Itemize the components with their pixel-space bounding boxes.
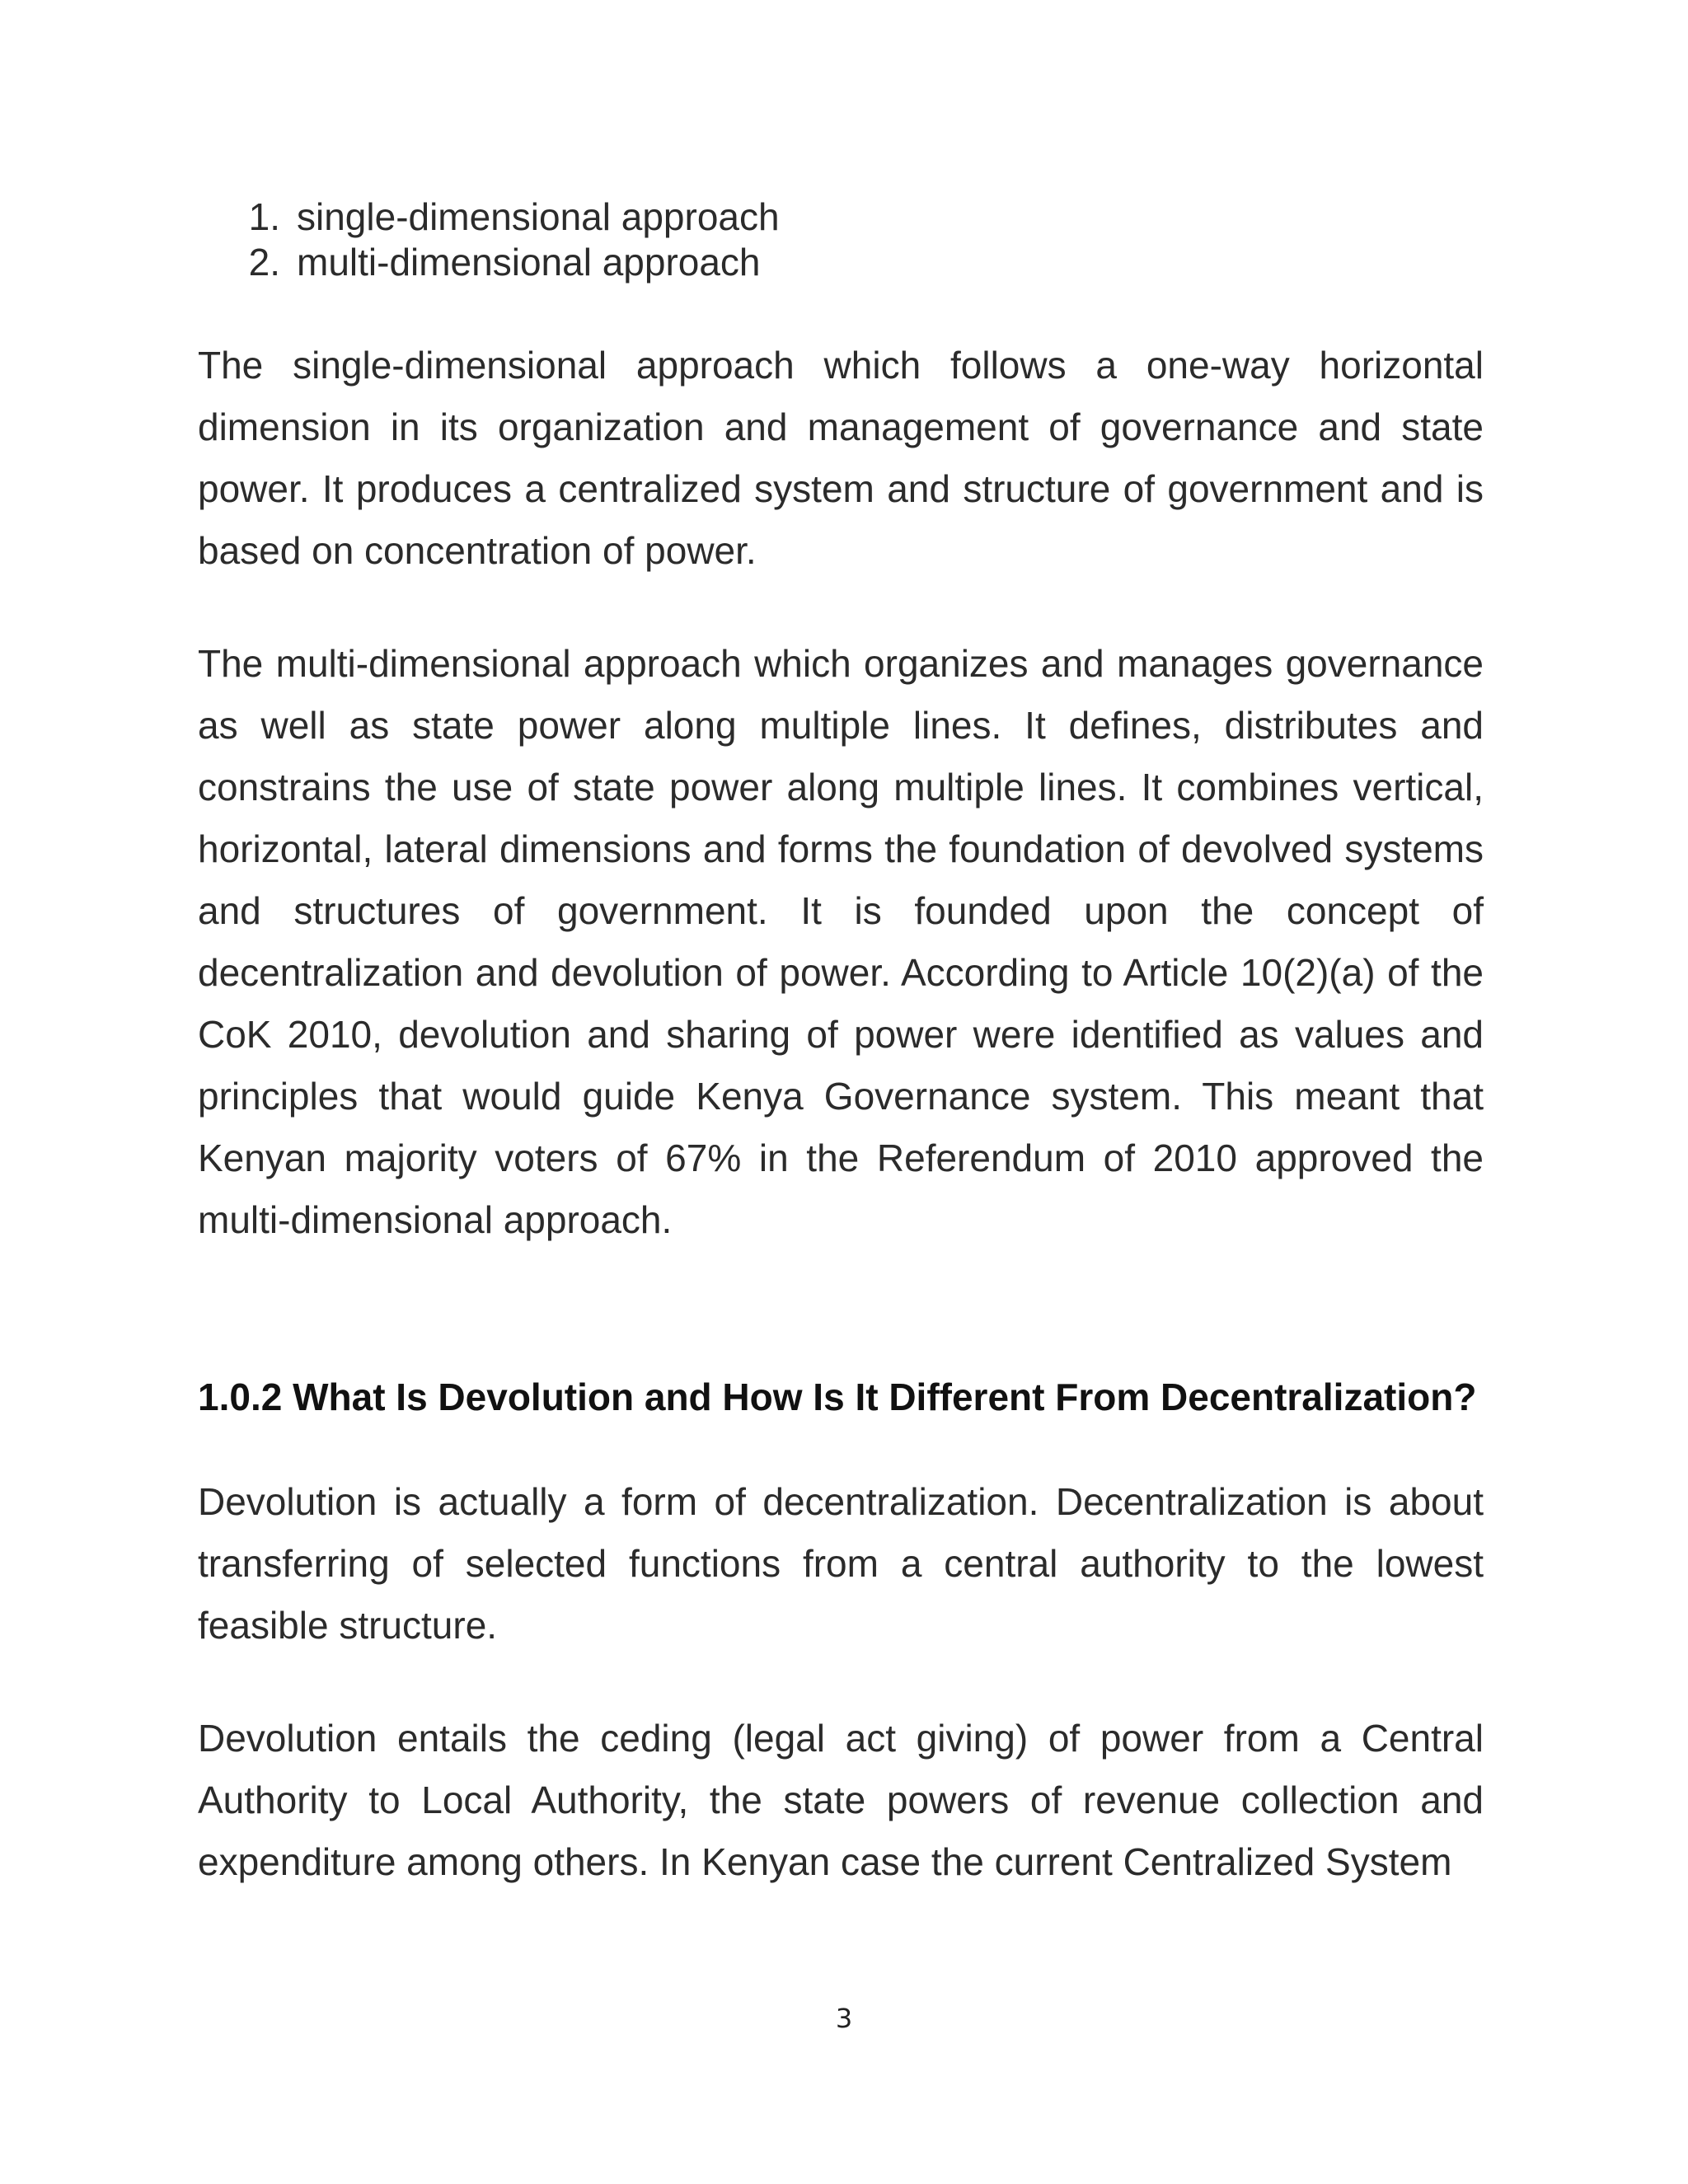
list-item [198, 194, 1484, 240]
list-item [198, 240, 1484, 285]
paragraph-devolution-ceding: Devolution entails the ceding (legal act giving) of power from a Central Authority to Local Authority, the state powers of revenue collection and expenditure among others. In Kenyan case the current Centralized System [198, 1717, 1484, 1883]
list-item-text: single-dimensional approach [297, 195, 780, 238]
list-item-number: 1. [248, 195, 280, 238]
list-item-number: 2. [248, 241, 280, 284]
approaches-list [198, 194, 1484, 285]
section-heading: 1.0.2 What Is Devolution and How Is It Different From Decentralization? [198, 1376, 1477, 1418]
list-item-text: multi-dimensional approach [297, 241, 761, 284]
paragraph-single-dimensional: The single-dimensional approach which follows a one-way horizontal dimension in its organization and management of governance and state power. It produces a centralized system and structure of government and is based on concentration of power. [198, 344, 1484, 572]
paragraph-multi-dimensional: The multi-dimensional approach which organizes and manages governance as well as state power along multiple lines. It defines, distributes and constrains the use of state power along multiple lines. It combines vertical, horizontal, lateral dimensions and forms the foundation of devolved systems and structures of government. It is founded upon the concept of decentralization and devolution of power. According to Article 10(2)(a) of the CoK 2010, devolution and sharing of power were identified as values and principles that would guide Kenya Governance system. This meant that Kenyan majority voters of 67% in the Referendum of 2010 approved the multi-dimensional approach. [198, 642, 1484, 1241]
page-number: 3 [835, 2003, 853, 2034]
page-content [198, 194, 1484, 1893]
paragraph-devolution-definition: Devolution is actually a form of decentralization. Decentralization is about transferring of selected functions from a central authority to the lowest feasible structure. [198, 1480, 1484, 1647]
